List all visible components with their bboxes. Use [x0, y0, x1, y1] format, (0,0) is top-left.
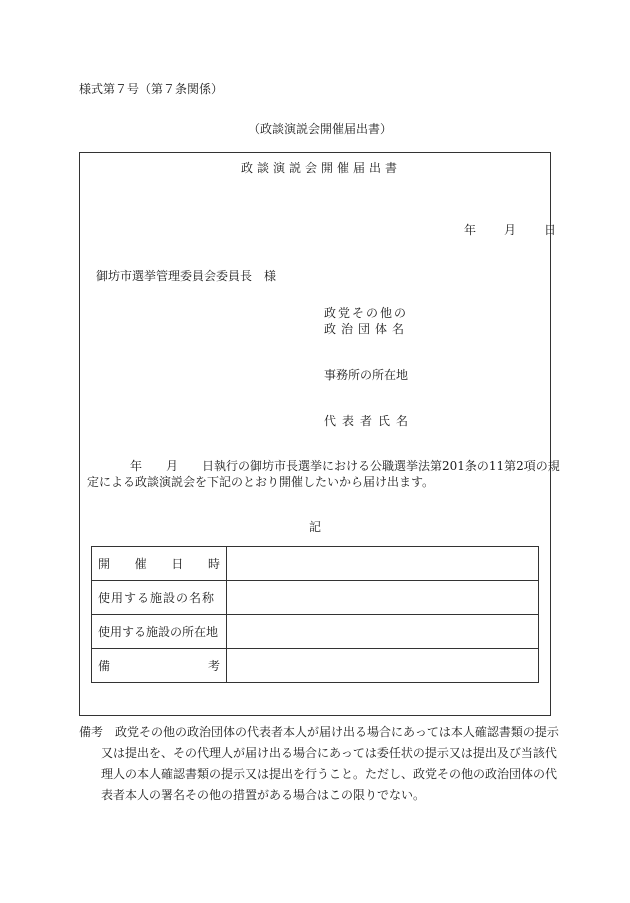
form-number-label: 様式第７号（第７条関係）: [79, 82, 224, 96]
datetime-char: 日: [171, 557, 184, 571]
remarks-char: 考: [207, 659, 220, 673]
facility-name-text: 使用する施設の名称: [98, 591, 216, 605]
date-month: 月: [504, 223, 517, 237]
document-title: 政談演説会開催届出書: [241, 161, 402, 175]
addressee: 御坊市選挙管理委員会委員長 様: [96, 269, 277, 283]
applicant-party-label-line1: 政党その他の: [324, 306, 409, 320]
facility-name-label: [92, 581, 227, 615]
date-line: [464, 221, 556, 238]
table-row: [92, 581, 539, 615]
table-row: [92, 615, 539, 649]
date-day: 日: [544, 223, 557, 237]
items-table: [91, 546, 539, 683]
applicant-party-label-line2: 政治団体名: [324, 322, 410, 336]
remarks-char: 備: [98, 659, 111, 673]
facility-address-label: [92, 615, 227, 649]
note-line2: 又は提出を、その代理人が届け出る場合にあっては委任状の提示又は提出及び当該代: [101, 746, 557, 760]
note-line1: 備考 政党その他の政治団体の代表者本人が届け出る場合にあっては本人確認書類の提示: [79, 725, 559, 739]
applicant-office-label: 事務所の所在地: [324, 368, 409, 382]
table-row: [92, 649, 539, 683]
document-subtitle: （政談演説会開催届出書）: [248, 122, 393, 136]
body-text-line2: 定による政談演説会を下記のとおり開催したいから届け出ます。: [87, 475, 435, 489]
facility-name-value-cell[interactable]: [227, 581, 539, 615]
table-row: [92, 547, 539, 581]
note-line4: 表者本人の署名その他の措置がある場合はこの限りでない。: [101, 788, 426, 802]
note-line3: 理人の本人確認書類の提示又は提出を行うこと。ただし、政党その他の政治団体の代: [101, 767, 558, 781]
datetime-label: [92, 547, 227, 581]
remarks-value-cell[interactable]: [227, 649, 539, 683]
facility-address-text: 使用する施設の所在地: [98, 625, 219, 639]
datetime-char: 催: [134, 557, 147, 571]
datetime-value-cell[interactable]: [227, 547, 539, 581]
body-text-line1: 年 月 日執行の御坊市長選挙における公職選挙法第201条の11第2項の規: [130, 459, 560, 473]
facility-address-value-cell[interactable]: [227, 615, 539, 649]
datetime-char: 開: [98, 557, 111, 571]
applicant-representative-label: 代表者氏名: [324, 414, 415, 428]
remarks-label: [92, 649, 227, 683]
date-year: 年: [464, 223, 477, 237]
ki-heading: 記: [309, 520, 322, 534]
datetime-char: 時: [207, 557, 220, 571]
